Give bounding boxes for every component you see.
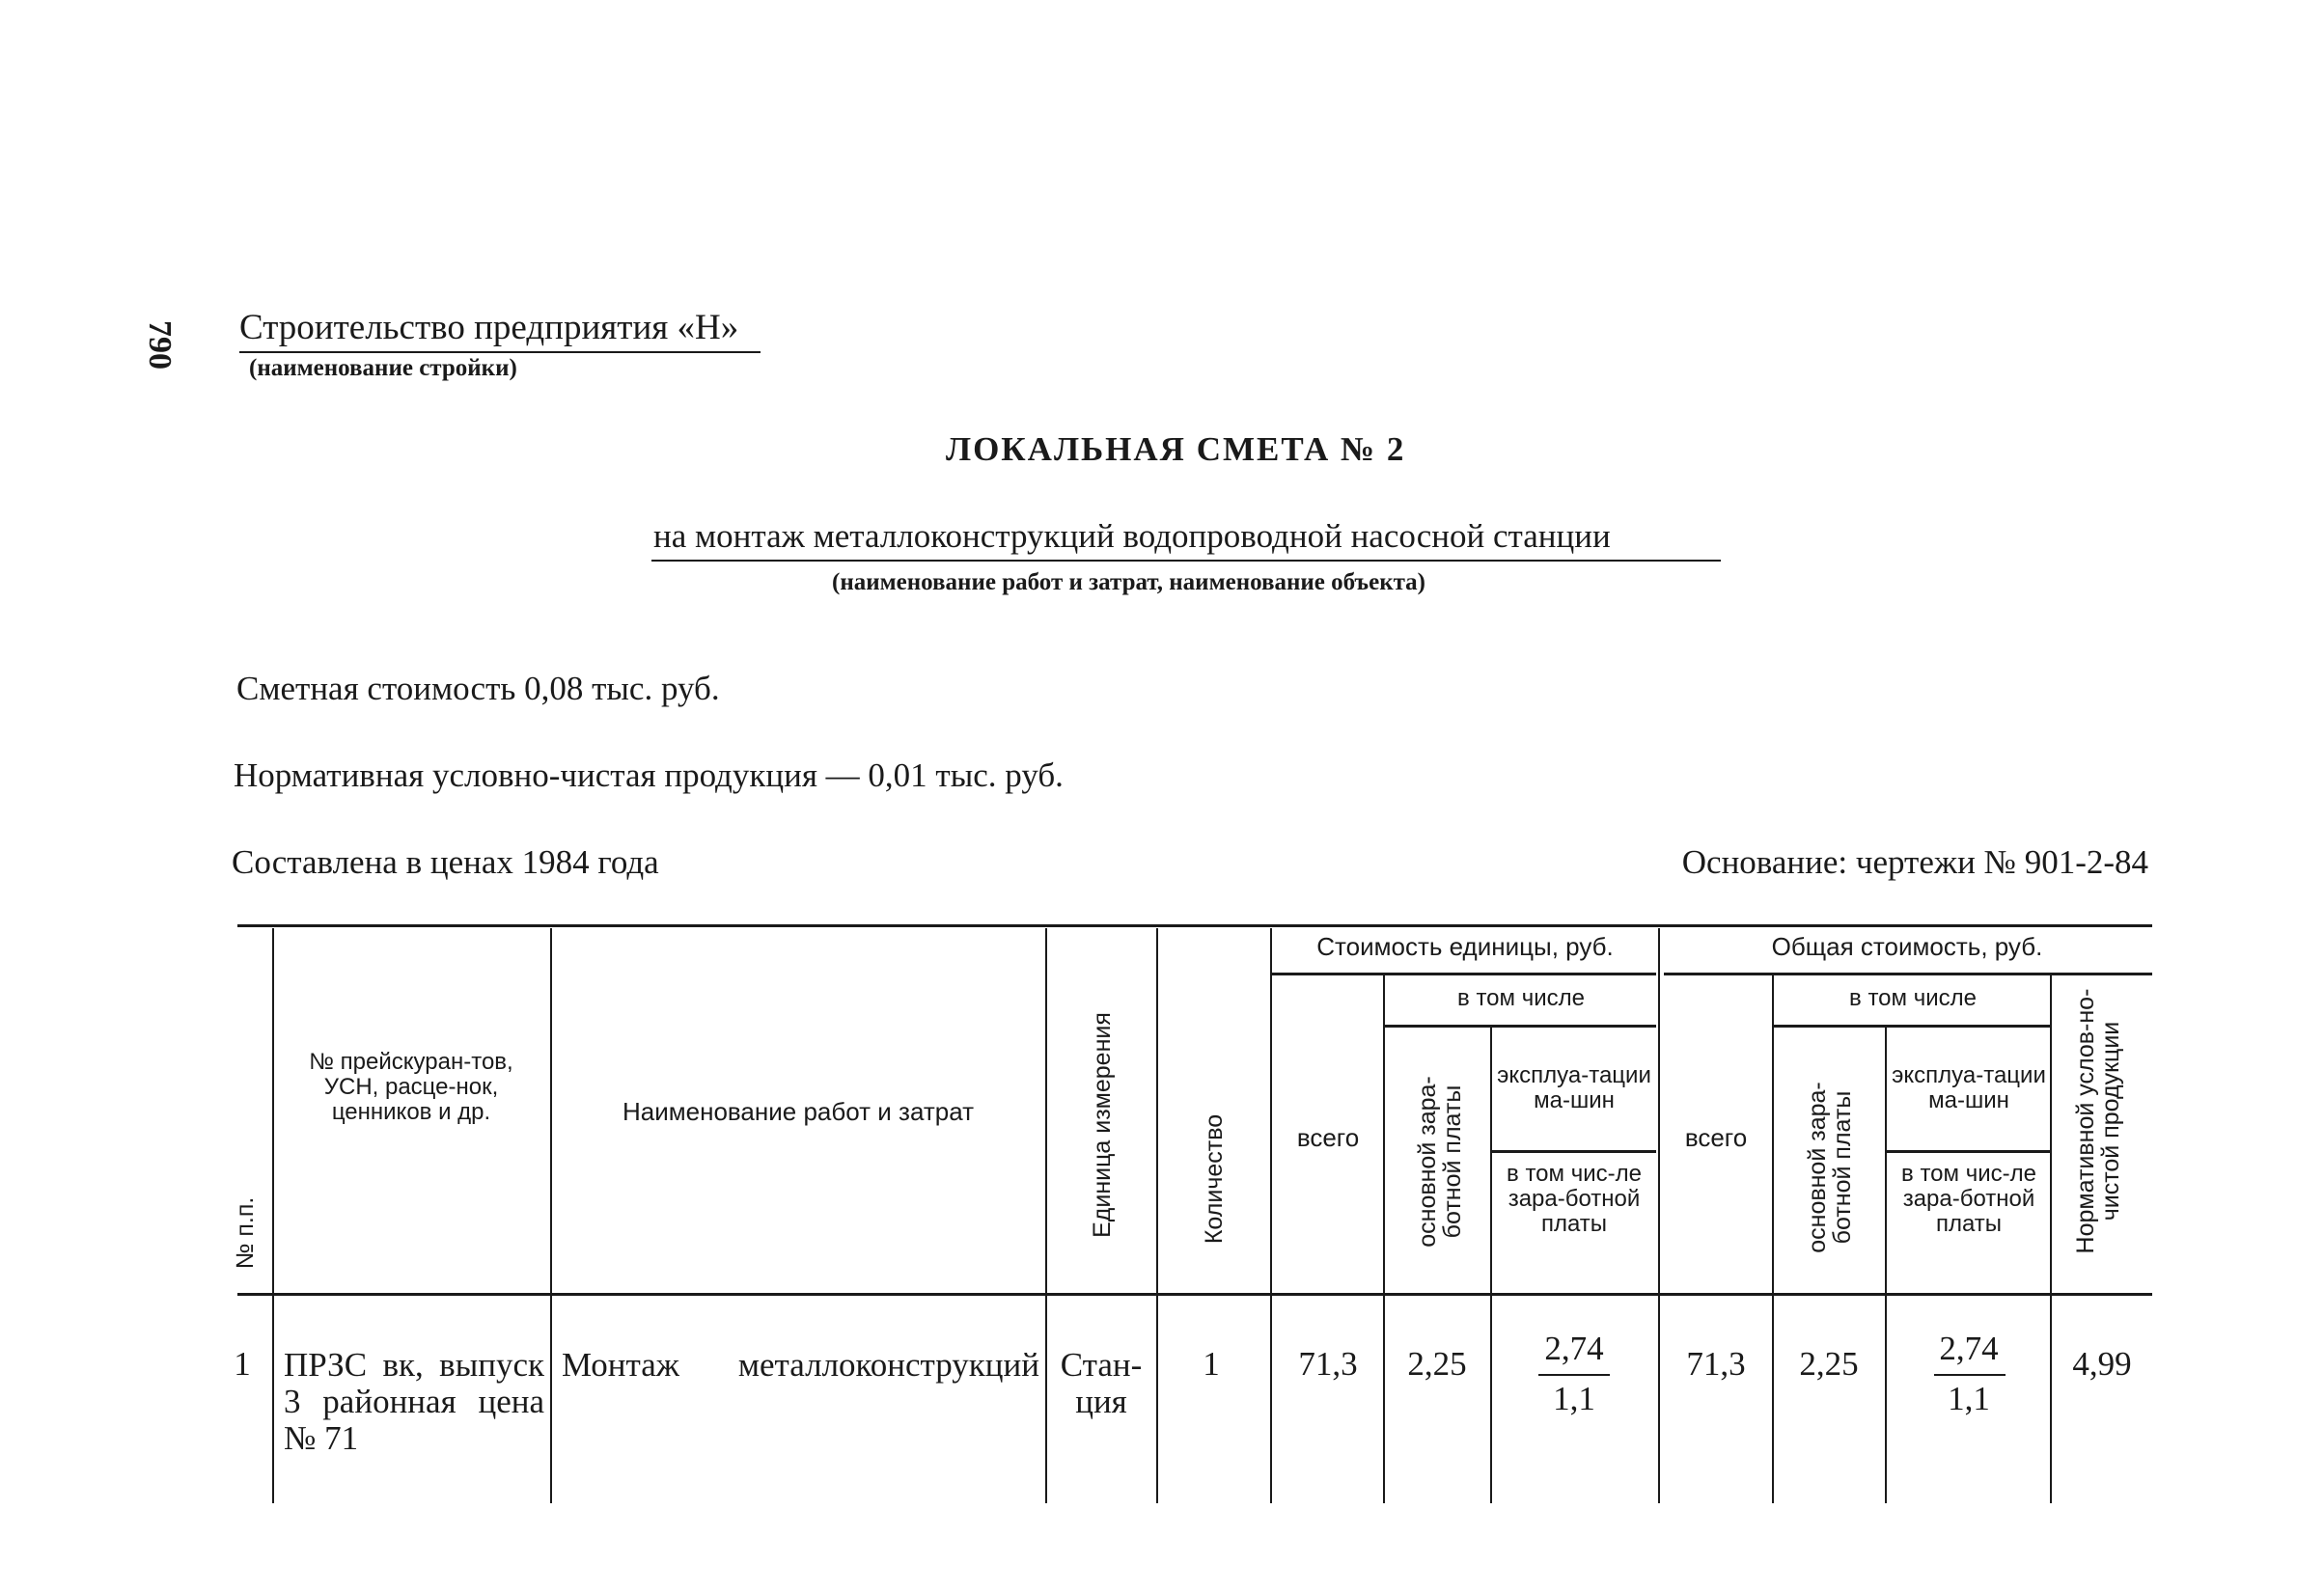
total-machine-fraction-line (1934, 1374, 2006, 1376)
row-total-base-wage: 2,25 (1799, 1345, 1859, 1383)
total-including-rule (1774, 1025, 2052, 1028)
header-total-cost-group: Общая стоимость, руб. (1771, 932, 2043, 961)
total-cost-group-rule (1664, 973, 2152, 975)
row-total-machine: 2,74 (1939, 1330, 1999, 1367)
header-unit-cost-group: Стоимость единицы, руб. (1316, 932, 1614, 961)
col-rule-2 (550, 928, 552, 1503)
header-unit-machine: эксплуа-тации ма-шин (1497, 1062, 1651, 1113)
col-rule-1 (272, 928, 274, 1503)
row-unit-machine: 2,74 (1544, 1330, 1604, 1367)
row-net-product: 4,99 (2072, 1345, 2132, 1383)
site-name-underline (239, 351, 761, 353)
col-rule-11 (2050, 974, 2052, 1503)
row-quantity: 1 (1203, 1345, 1220, 1383)
header-total-total: всего (1684, 1123, 1748, 1152)
header-total-including: в том числе (1849, 985, 1977, 1011)
construction-site-caption: (наименование стройки) (249, 355, 517, 381)
unit-machine-fraction-line (1538, 1374, 1610, 1376)
header-net-product: Нормативной услов-но-чистой продукции (2072, 988, 2124, 1254)
row-price-list: ПРЗС вк, выпуск 3 районная цена № 71 (284, 1346, 544, 1457)
header-unit-total: всего (1296, 1123, 1360, 1152)
total-machine-rule (1887, 1150, 2052, 1153)
estimated-cost: Сметная стоимость 0,08 тыс. руб. (236, 670, 720, 707)
header-total-machine: эксплуа-тации ма-шин (1892, 1062, 2046, 1113)
row-num: 1 (234, 1345, 251, 1383)
header-work-name: Наименование работ и затрат (622, 1097, 974, 1126)
subtitle-underline (651, 560, 1721, 562)
table-top-rule (237, 924, 2152, 927)
unit-machine-rule (1492, 1150, 1656, 1153)
header-total-base-wage: основной зара-ботной платы (1804, 1082, 1856, 1253)
header-quantity: Количество (1201, 1113, 1228, 1245)
header-num: № п.п. (232, 1196, 259, 1270)
row-unit: Стан-ция (1060, 1346, 1143, 1420)
unit-including-rule (1385, 1025, 1656, 1028)
construction-site-name: Строительство предприятия «Н» (239, 308, 739, 347)
header-unit-machine-wage: в том чис-ле зара-ботной платы (1507, 1161, 1642, 1237)
col-rule-6 (1383, 974, 1385, 1503)
header-price-list: № прейскуран-тов, УСН, расце-нок, ценников и др. (309, 1049, 513, 1125)
document-title: ЛОКАЛЬНАЯ СМЕТА № 2 (946, 430, 1406, 468)
header-unit-base-wage: основной зара-ботной платы (1414, 1076, 1466, 1248)
row-unit-machine-wage: 1,1 (1553, 1380, 1595, 1417)
row-work-name-text: Монтаж металлоконструкций (562, 1346, 1039, 1384)
col-rule-8 (1658, 928, 1660, 1503)
header-unit-including: в том числе (1457, 985, 1585, 1011)
prices-year: Составлена в ценах 1984 года (232, 843, 659, 881)
row-total: 71,3 (1686, 1345, 1746, 1383)
header-unit: Единица измерения (1089, 1012, 1116, 1238)
col-rule-5 (1270, 928, 1272, 1503)
col-rule-10 (1885, 1027, 1887, 1503)
row-total-machine-wage: 1,1 (1948, 1380, 1990, 1417)
document-subtitle: на монтаж металлоконструкций водопроводной насосной станции (653, 517, 1611, 555)
col-rule-7 (1490, 1027, 1492, 1503)
header-total-machine-wage: в том чис-ле зара-ботной платы (1901, 1161, 2036, 1237)
page-number: 790 (142, 320, 178, 370)
header-bottom-rule (237, 1293, 2152, 1296)
row-work-name (562, 1347, 1039, 1384)
net-product-summary: Нормативная условно-чистая продукция — 0,01 тыс. руб. (234, 756, 1064, 794)
row-unit-total: 71,3 (1298, 1345, 1358, 1383)
subtitle-caption: (наименование работ и затрат, наименование объекта) (832, 569, 1426, 595)
col-rule-4 (1156, 928, 1158, 1503)
unit-cost-group-rule (1272, 973, 1656, 975)
col-rule-9 (1772, 974, 1774, 1503)
row-unit-base-wage: 2,25 (1407, 1345, 1467, 1383)
col-rule-3 (1045, 928, 1047, 1503)
basis-drawings: Основание: чертежи № 901-2-84 (1681, 843, 2148, 881)
